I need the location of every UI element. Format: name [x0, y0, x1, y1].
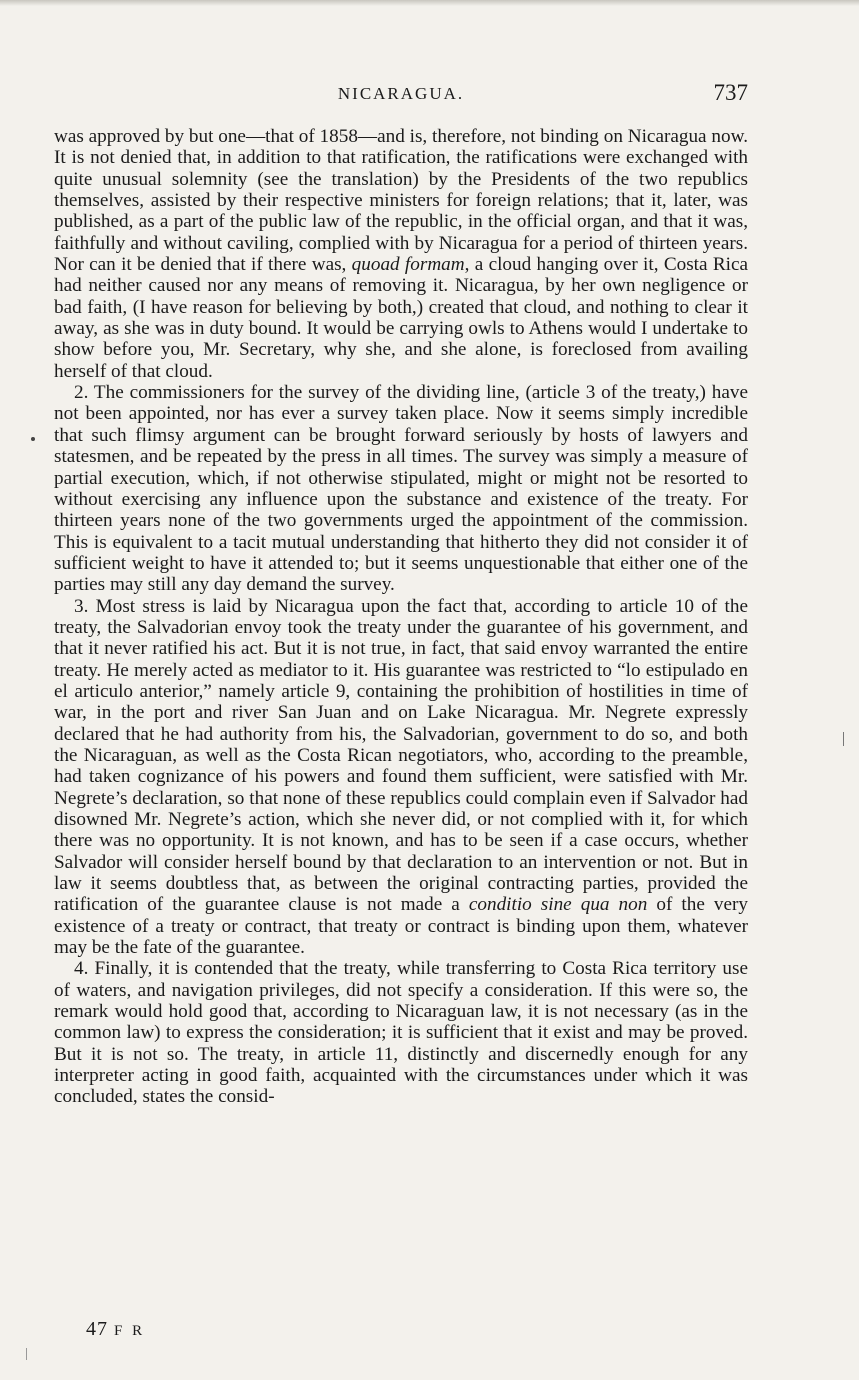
margin-dot [31, 437, 35, 441]
paragraph-consideration: 4. Finally, it is contended that the treaty, while transferring to Costa Rica territory use of waters, and navigation privileges, did not specify a consideration. If this were so, the remark would hold good that, according to Nicaraguan law, it is not necessary (as in the common law) to express the consideration; it is sufficient that it exist and may be proved. But it is not so. The treaty, in article 11, distinctly and discernedly enough for any interpreter acting in good faith, acquainted with the circumstances under which it was concluded, states the consid- [54, 958, 748, 1108]
margin-tick-bottom [26, 1348, 27, 1360]
paragraph-continued [54, 126, 748, 382]
latin-phrase-conditio: conditio sine qua non [468, 894, 648, 916]
margin-tick [843, 732, 844, 746]
paragraph-guarantee [54, 596, 748, 959]
paragraph-3-rest: of the very existence of a treaty or contract, that treaty or contract is binding upon them, whatever may be the fate of the guarantee. [54, 894, 748, 959]
paragraph-1-text: was approved by but one—that of 1858—and is, therefore, not binding on Nicaragua now. It is not denied that, in addition to that ratification, the ratifications were exchanged with quite unusual solemnity (see the translation) by the Presidents of the two republics themselves, assisted by their respective ministers for foreign relations; that it, later, was published, as a part of the public law of the republic, in the official organ, and that it was, faithfully and without caviling, complied with by Nicaragua for a period of thirteen years. Nor can it be denied that if there was, [54, 126, 748, 276]
signature-number: 47 [86, 1318, 108, 1340]
running-head: NICARAGUA. [337, 84, 465, 103]
latin-phrase-quoad-formam: quoad formam [351, 254, 465, 276]
body-text [54, 126, 748, 1108]
paragraph-1-rest: , a cloud hanging over it, Costa Rica had neither caused nor any means of removing it. Nicaragua, by her own negligence or bad faith, (I have reason for believing by both,) created that cloud, and nothing to clear it away, as she was in duty bound. It would be carrying owls to Athens would I undertake to show before you, Mr. Secretary, why she, and she alone, is foreclosed from availing herself of that cloud. [54, 254, 748, 382]
signature-mark [86, 1318, 145, 1341]
page-number: 737 [713, 80, 748, 105]
signature-letters: F R [114, 1323, 146, 1339]
page-header [54, 80, 748, 112]
paragraph-survey: 2. The commissioners for the survey of the dividing line, (article 3 of the treaty,) have not been appointed, nor has ever a survey taken place. Now it seems simply incredible that such flimsy argument can be brought forward seriously by hosts of lawyers and statesmen, and be repeated by the press in all times. The survey was simply a measure of partial execution, which, if not otherwise stipulated, might or might not be resorted to without exercising any influence upon the substance and existence of the treaty. For thirteen years none of the two governments urged the appointment of the commission. This is equivalent to a tacit mutual understanding that hitherto they did not consider it of sufficient weight to have it attended to; but it seems unquestionable that either one of the parties may still any day demand the survey. [54, 382, 748, 596]
page-top-edge [0, 0, 859, 6]
paragraph-3-text: 3. Most stress is laid by Nicaragua upon the fact that, according to article 10 of the treaty, the Salvadorian envoy took the treaty under the guarantee of his government, and that it never ratified his act. But it is not true, in fact, that said envoy warranted the entire treaty. He merely acted as mediator to it. His guarantee was restricted to “lo estipulado en el articulo anterior,” namely article 9, containing the prohibition of hostilities in time of war, in the port and river San Juan and on Lake Nicaragua. Mr. Negrete expressly declared that he had authority from his, the Salvadorian, government to do so, and both the Nicaraguan, as well as the Costa Rican negotiators, who, according to the preamble, had taken cognizance of his powers and found them sufficient, were satisfied with Mr. Negrete’s declaration, so that none of these republics could complain even if Salvador had disowned Mr. Negrete’s action, which she never did, or not complied with it, for which there was no opportunity. It is not known, and has to be seen if a case occurs, whether Salvador will consider herself bound by that declaration to an intervention or not. But in law it seems doubtless that, as between the original contracting parties, provided the ratification of the guarantee clause is not made a [54, 595, 748, 916]
